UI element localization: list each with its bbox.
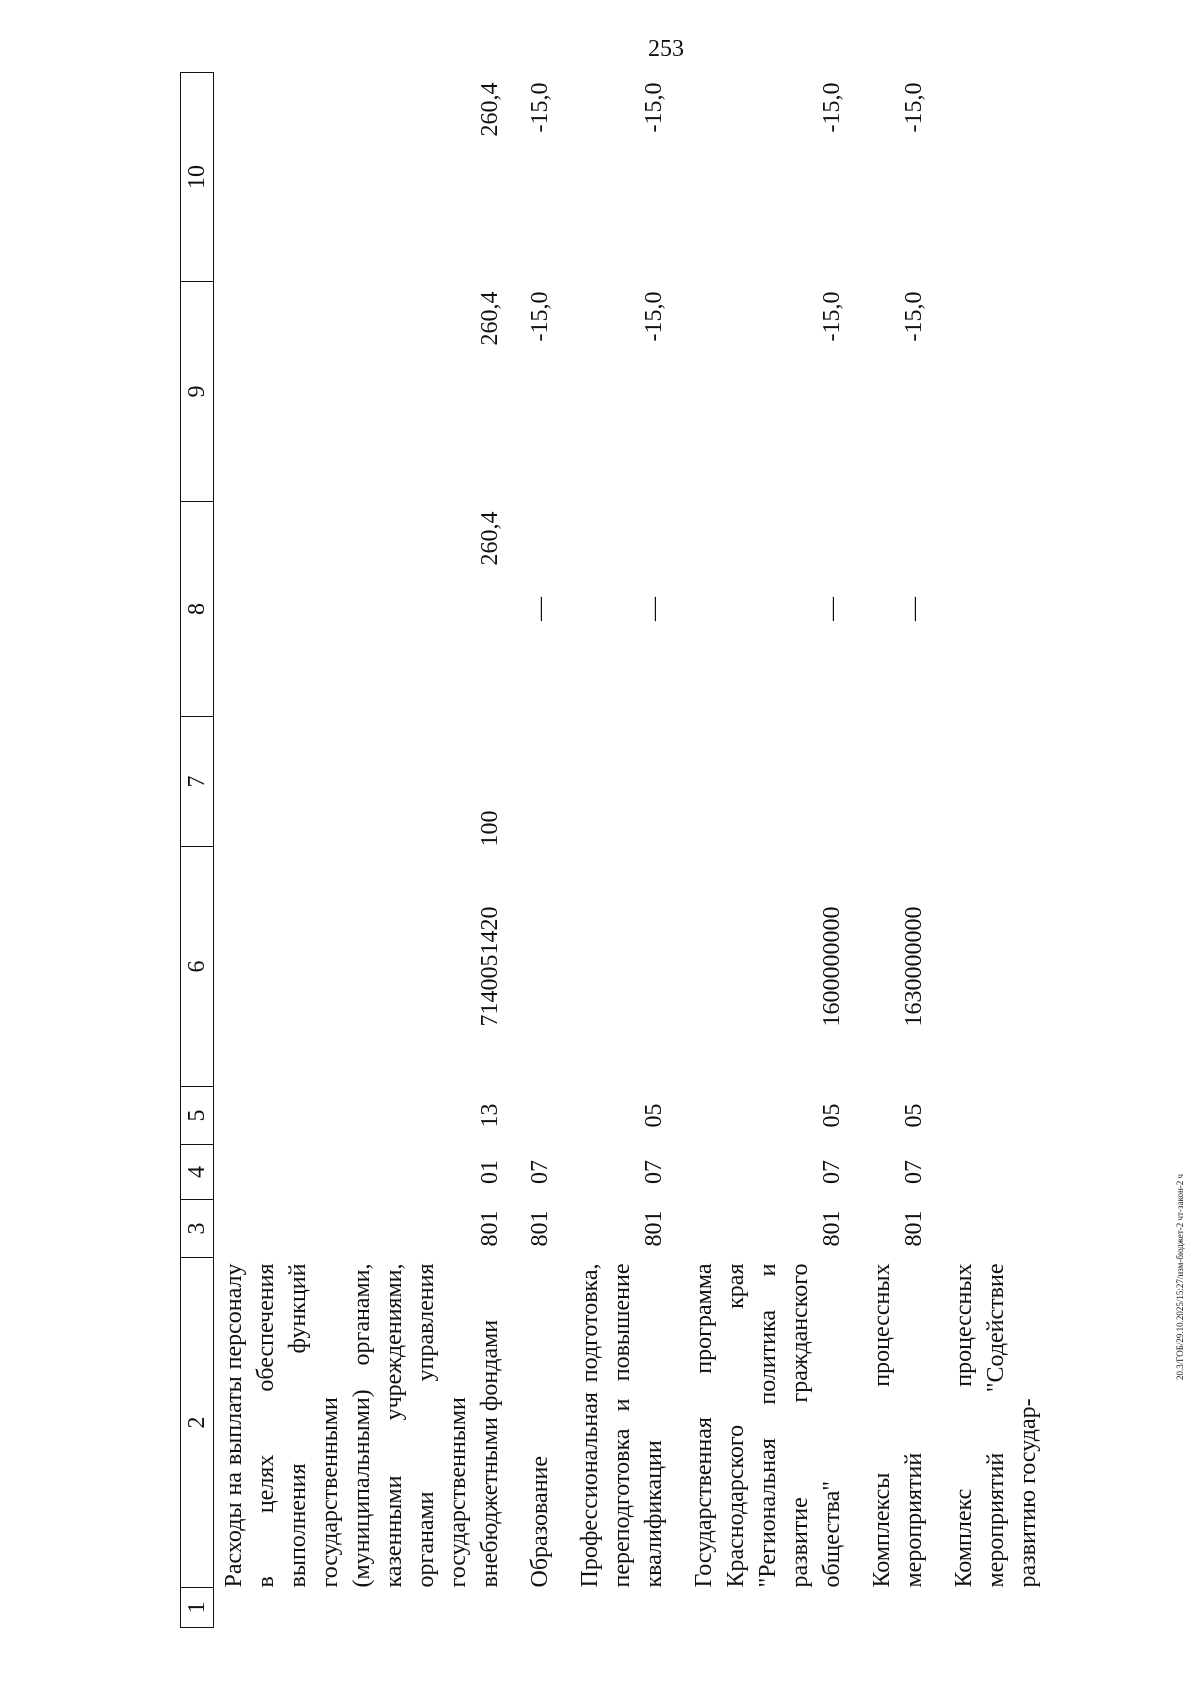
- header-cell: 3: [181, 1200, 214, 1258]
- row-index-cell: [688, 1588, 848, 1628]
- col8-cell: —: [527, 597, 553, 621]
- col9-cell: -15,0: [641, 291, 667, 342]
- col10-cell: -15,0: [901, 82, 927, 133]
- row-gap: [506, 73, 524, 1628]
- table-row: [948, 73, 1044, 1628]
- vr-cell: [948, 717, 1044, 847]
- vr-cell: 100: [477, 810, 503, 847]
- vr-cell: [574, 717, 670, 847]
- csr-cell: [948, 847, 1044, 1087]
- header-cell: 10: [181, 73, 214, 282]
- col10-cell: 260,4: [477, 82, 503, 137]
- row-gap: [556, 73, 574, 1628]
- header-cell: 6: [181, 847, 214, 1087]
- col10-cell: -15,0: [527, 82, 553, 133]
- vr-cell: [688, 717, 848, 847]
- grbs-cell: [948, 1200, 1044, 1258]
- table-row: [214, 73, 507, 1628]
- grbs-cell: 801: [901, 1210, 927, 1247]
- row-name-cell: Государственная программа Краснодарского края "Региональная политика и развитие гражданского общества": [691, 1263, 845, 1588]
- row-index-cell: [574, 1588, 670, 1628]
- col9-cell: -15,0: [901, 291, 927, 342]
- pr-cell: 13: [477, 1103, 503, 1128]
- vr-cell: [866, 717, 930, 847]
- table-row: [524, 73, 556, 1628]
- csr-cell: [524, 847, 556, 1087]
- grbs-cell: 801: [641, 1210, 667, 1247]
- col9-cell: -15,0: [527, 291, 553, 342]
- col10-cell: [948, 73, 1044, 282]
- table-row: [866, 73, 930, 1628]
- header-cell: 4: [181, 1145, 214, 1200]
- rz-cell: 07: [819, 1160, 845, 1184]
- table-row: [574, 73, 670, 1628]
- pr-cell: [948, 1087, 1044, 1145]
- header-cell: 8: [181, 502, 214, 717]
- row-name-cell: Расходы на выплаты персоналу в целях обеспечения выполнения функций государственными (муниципальными) органами, казенными учреждениями, органами управления государственными внебюджетными фондами: [221, 1263, 503, 1588]
- pr-cell: 05: [641, 1103, 667, 1128]
- pr-cell: [524, 1087, 556, 1145]
- table-header-row: [181, 73, 214, 1628]
- row-index-cell: [214, 1588, 507, 1628]
- header-cell: 5: [181, 1087, 214, 1145]
- row-index-cell: [948, 1588, 1044, 1628]
- budget-table: [180, 72, 1044, 1628]
- csr-cell: [574, 847, 670, 1087]
- grbs-cell: 801: [527, 1210, 553, 1247]
- col8-cell: —: [901, 597, 927, 621]
- col10-cell: -15,0: [819, 82, 845, 133]
- csr-cell: 7140051420: [477, 906, 503, 1027]
- col9-cell: [948, 282, 1044, 502]
- csr-cell: 1630000000: [901, 906, 927, 1027]
- rz-cell: 07: [641, 1160, 667, 1184]
- row-gap: [670, 73, 688, 1628]
- page-number: 253: [648, 36, 684, 62]
- header-cell: 9: [181, 282, 214, 502]
- document-footer-code: 20.3/ГОБ/29.10.2025/15:27/изм-бюджет-2 чт-закон-2 ч: [1175, 1173, 1185, 1380]
- table-row: [688, 73, 848, 1628]
- row-name-cell: Комплексы процессных мероприятий: [869, 1263, 927, 1588]
- grbs-cell: 801: [819, 1210, 845, 1247]
- col8-cell: [948, 502, 1044, 717]
- csr-cell: 1600000000: [819, 906, 845, 1027]
- rz-cell: [948, 1145, 1044, 1200]
- col8-cell: 260,4: [477, 511, 503, 566]
- col10-cell: -15,0: [641, 82, 667, 133]
- col9-cell: -15,0: [819, 291, 845, 342]
- header-cell: 2: [181, 1258, 214, 1588]
- col9-cell: 260,4: [477, 291, 503, 346]
- pr-cell: 05: [901, 1103, 927, 1128]
- row-name-cell: Комплекс процессных мероприятий "Содействие развитию государ-: [951, 1263, 1041, 1588]
- row-gap: [848, 73, 866, 1628]
- header-cell: 1: [181, 1588, 214, 1628]
- vr-cell: [524, 717, 556, 847]
- rz-cell: 07: [527, 1160, 553, 1184]
- rotated-table-container: [180, 73, 1180, 1628]
- row-name-cell: Профессиональная подготовка, переподготовка и повышение квалификации: [577, 1263, 667, 1588]
- header-cell: 7: [181, 717, 214, 847]
- row-name-cell: Образование: [527, 1455, 553, 1588]
- rz-cell: 01: [477, 1160, 503, 1184]
- col8-cell: —: [641, 597, 667, 621]
- rz-cell: 07: [901, 1160, 927, 1184]
- pr-cell: 05: [819, 1103, 845, 1128]
- row-index-cell: [524, 1588, 556, 1628]
- grbs-cell: 801: [477, 1210, 503, 1247]
- col8-cell: —: [819, 597, 845, 621]
- row-gap: [930, 73, 948, 1628]
- row-index-cell: [866, 1588, 930, 1628]
